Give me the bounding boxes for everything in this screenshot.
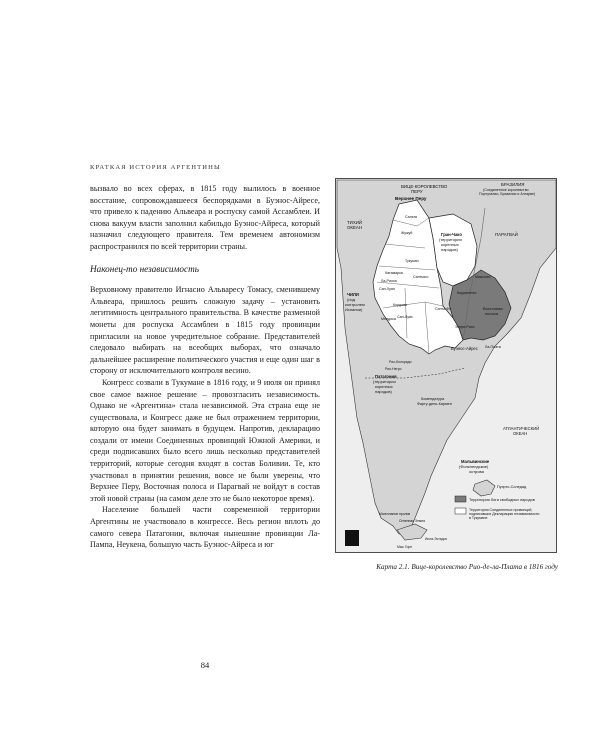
label-chile-3: контролем [345,302,365,307]
label-cordoba: Кордова [393,303,407,307]
north-arrow-icon: N [348,534,355,544]
label-santiago: Сантьяго [413,275,429,279]
label-brazil: БРАЗИЛИЯ [501,182,525,187]
label-salta: Сальта [405,215,417,219]
label-rio-colorado: Рио-Колорадо [389,360,412,364]
legend-united-label-3: в Тукумане [469,516,488,520]
paragraph: Конгресс созвали в Тукумане в 1816 году, и 9 июля он принял свое самое важное решение – провозгласить независимость. Однако не «Аргентина» стала независимой. Эта страна еще не существовала, и Конгресс даже не был отражением территории, которую она будет занимать в будущем. Напротив, декларацию создали от имени Соединенных провинций Южной Америки, и среди подписавших было всего лишь несколько представителей территорий, которые сегодня входят в состав Боливии. Те, кто участвовал в принятии решения, вовсе не были уверены, что Верхнее Перу, Восточная полоса и Парагвай не войдут в состав этой новой страны (на самом деле это не было некоторое время). [90,377,320,503]
label-gran-chaco-4: народов) [441,247,458,252]
label-atlantic-1: АТЛАНТИЧЕСКИЙ [503,426,540,431]
label-gran-chaco-2: (территория [439,237,462,242]
label-ushuaia: Исла-Эстадос [425,537,448,541]
label-malvinas-3: острова [469,469,484,474]
label-patagonia-3: коренных [375,384,393,389]
legend-united-label-1: Территория Соединенных провинций, [469,508,533,512]
body-text [90,183,320,551]
label-viceroyalty-peru: ВИЦЕ-КОРОЛЕВСТВО [401,184,448,189]
label-strait: Мыс Горн [397,545,413,549]
legend-swatch-united [455,508,466,514]
section-heading: Наконец-то независимость [90,263,199,274]
label-tierra: Огненная Земля [399,519,426,523]
label-rio-negro: Рио-Негро [385,367,402,371]
label-chile-4: Испании) [345,307,363,312]
label-carmen: Комендатура [421,397,445,401]
label-pacific-1: ТИХИЙ [347,220,363,225]
label-san-juan: Сан-Хуан [379,287,395,291]
label-upper-peru: Верхнее Перу [395,196,427,201]
label-corrientes: Корриентес [457,291,477,295]
label-rioja: Ла-Риоха [381,279,397,283]
label-viceroyalty-peru-2: ПЕРУ [411,189,423,194]
legend-free-label: Территория Лиги свободных народов [469,498,535,502]
label-atlantic-2: ОКЕАН [513,431,528,436]
legend-swatch-free [455,496,466,502]
label-jujuy: Жужуй [401,231,413,235]
running-head: КРАТКАЯ ИСТОРИЯ АРГЕНТИНЫ [90,164,221,171]
label-magellan: Магелланов пролив [379,512,411,516]
paragraph: Население большей части современной территории Аргентины не участвовало в конгрессе. Весь регион вплоть до самого севера Патагонии, включая нынешние провинции Ла-Пампа, Неукена, большую часть Буэнос-Айреса и юг [90,505,320,550]
label-malvinas-1: Мальвинские [461,459,490,464]
label-rio-plata: Ла-Плата [485,345,501,349]
label-gran-chaco-3: коренных [441,242,459,247]
label-san-luis: Сан-Луис [397,315,413,319]
label-mendoza: Мендоса [381,317,396,321]
label-santa-fe: Санта-Фе [435,307,452,311]
label-puerto-soledad: Пуэрто-Соледад [497,485,527,489]
page-number: 84 [200,660,210,670]
label-chile-1: ЧИЛИ [347,292,359,297]
paragraph: вызвало во всех сферах, в 1815 году вылилось в военное восстание, сопровождавшееся беспорядками в Буэнос-Айресе, что привело к падению Альвеара и роспуску самой Ассамблеи. И снова вакуум власти заполнил кабильдо Буэнос-Айреса, который назначил следующего правителя. Тем временем автономизм распространился по всей территории страны. [90,184,320,251]
map-caption: Карта 2.1. Вице-королевство Рио-де-ла-Плата в 1816 году [376,563,558,571]
label-chile-2: (под [347,297,355,302]
map-svg [335,178,557,553]
label-brazil-sub-1: (Соединенное королевство [483,188,529,192]
label-carmen-2: Фарту-дель-Кармен [417,402,452,406]
label-patagonia-4: народов) [375,389,392,394]
label-eastern-strip-1: Восточная [483,306,503,311]
label-pacific-2: ОКЕАН [347,225,363,230]
label-gran-chaco-1: Гран-Чако [441,232,462,237]
label-brazil-sub-2: Португалии, Бразилии и Алгарве) [479,192,536,196]
label-malvinas-2: (Фолклендские) [459,464,489,469]
paragraph: Верховному правителю Игнасио Альвaресу Томасу, сменившему Альвеара, пришлось решить сложную задачу – установить легитимность центрального правительства. В качестве разменной монеты для роспуска Ассамблеи в 1815 году провинции пригласили на новое учредительное собрание. Представителей следовало выбирать на всеобщих выборах, что означало дальнейшее расширение политического участия и еще один шаг в сторону от исключительного контроля весинo. [90,285,320,376]
map-figure [335,178,557,553]
label-catamarca: Катамарка [385,271,403,275]
label-eastern-strip-2: полоса [485,311,499,316]
label-patagonia-1: Патагония [375,374,397,379]
label-buenos-aires: Буэнос-Айрес [451,346,478,351]
label-paraguay: ПАРАГВАЙ [495,232,518,237]
label-tucuman: Тукуман [405,259,419,263]
legend-united-label-2: подписавших Декларацию независимости [469,512,540,516]
label-misiones: Мисьонес [475,275,491,279]
label-entre-rios: Энтре-Риос [455,325,475,329]
label-patagonia-2: (территория [373,379,396,384]
